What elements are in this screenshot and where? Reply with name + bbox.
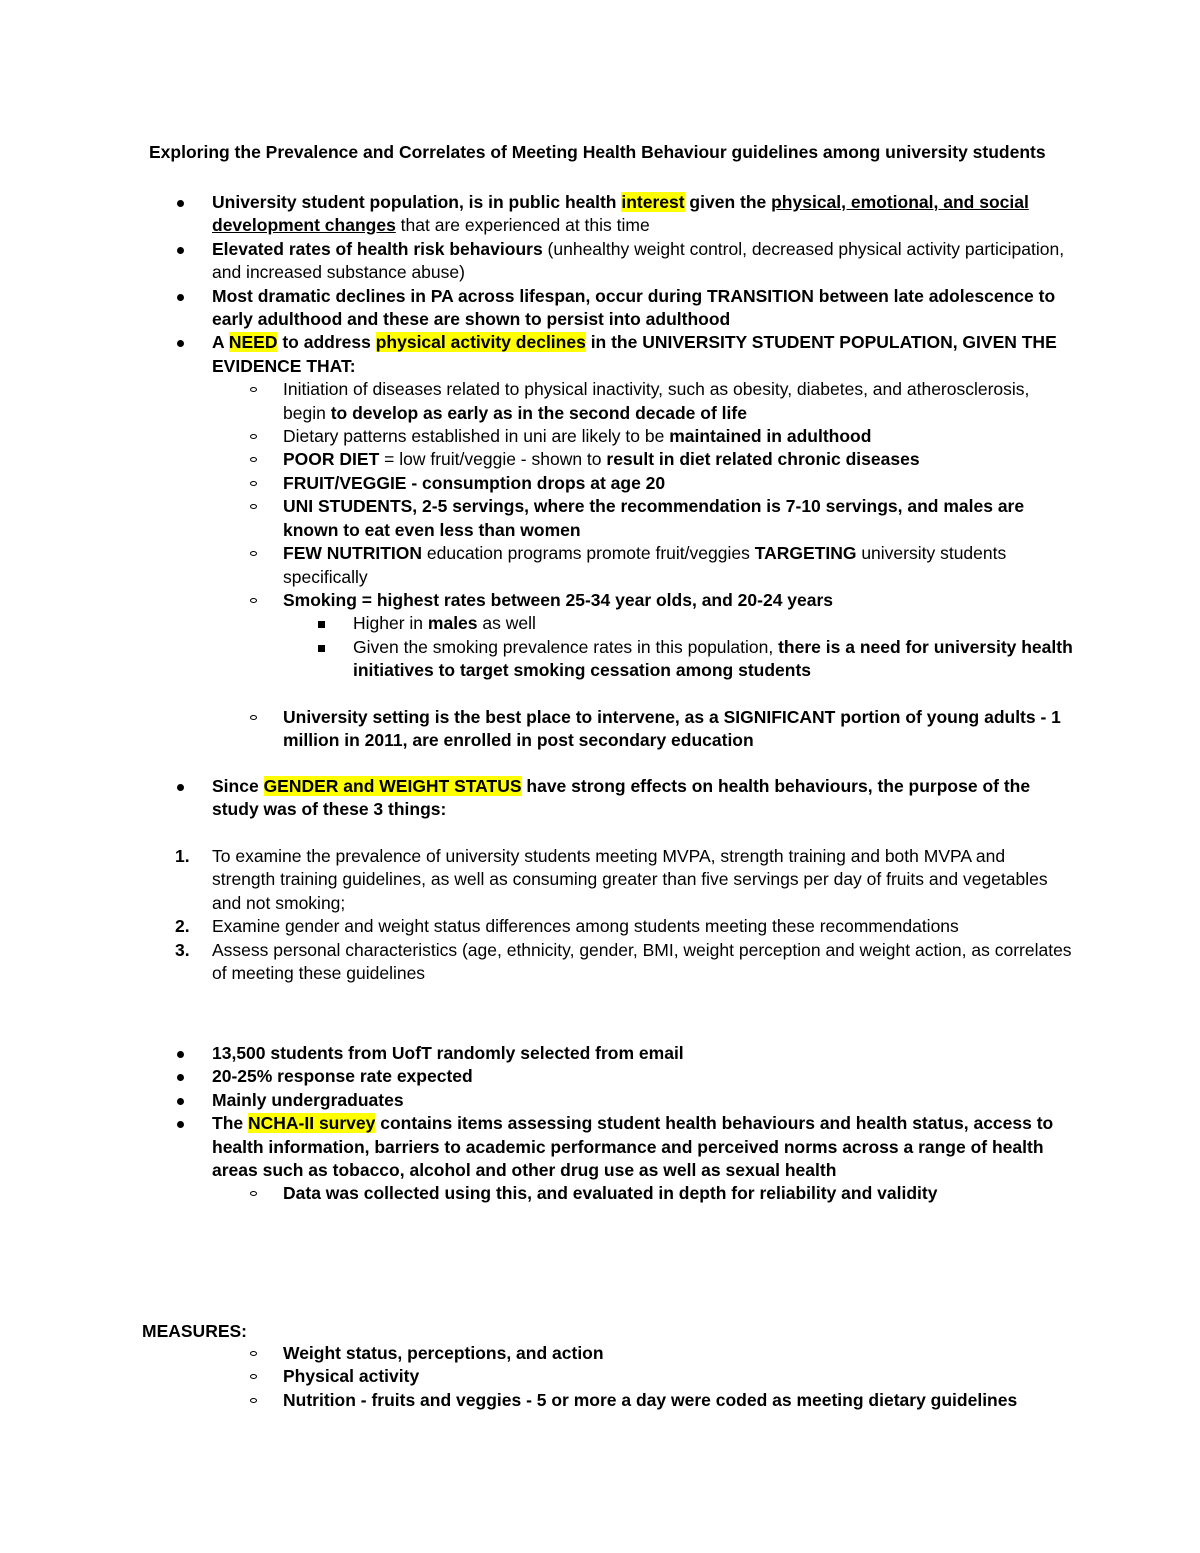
bullet-text: University setting is the best place to intervene, as a SIGNIFICANT portion of young adults - 1 million in 2011, are enrolled in post secondary education bbox=[283, 706, 1061, 750]
list-item bbox=[0, 191, 1200, 238]
sub-bullet-icon bbox=[250, 551, 257, 556]
bullet-text: TARGETING bbox=[754, 543, 857, 564]
item-number: 2. bbox=[175, 916, 190, 937]
bullet-text: Elevated rates of health risk behaviours bbox=[212, 238, 543, 259]
numbered-item bbox=[0, 939, 1200, 986]
purpose-list bbox=[0, 775, 1200, 822]
bullet-icon bbox=[177, 247, 184, 254]
bullet-text: in the UNIVERSITY STUDENT POPULATION, GIVEN THE EVIDENCE THAT: bbox=[212, 332, 1057, 376]
list-item bbox=[0, 542, 1200, 589]
bullet-text: Nutrition - fruits and veggies - 5 or more a day were coded as meeting dietary guidelines bbox=[283, 1389, 1018, 1410]
list-item bbox=[0, 472, 1200, 495]
sub-bullet-icon bbox=[250, 1191, 257, 1196]
bullet-text: Initiation of diseases related to physical inactivity, such as obesity, diabetes, and atherosclerosis, begin bbox=[283, 379, 1030, 423]
list-item bbox=[0, 378, 1200, 425]
bullet-text: education programs promote fruit/veggies bbox=[422, 543, 755, 564]
list-item bbox=[0, 1065, 1200, 1088]
bullet-text: have strong effects on health behaviours, the purpose of the study was of these 3 things: bbox=[212, 776, 1031, 820]
bullet-text: Weight status, perceptions, and action bbox=[283, 1343, 604, 1363]
bullet-text: 13,500 students from UofT randomly selected from email bbox=[212, 1043, 684, 1063]
bullet-text: Since bbox=[212, 776, 264, 796]
bullet-text: 20-25% response rate expected bbox=[212, 1066, 473, 1087]
list-item bbox=[0, 1089, 1200, 1112]
list-item bbox=[0, 425, 1200, 448]
list-item bbox=[0, 1389, 1200, 1412]
bullet-icon bbox=[177, 294, 184, 301]
bullet-text: university students specifically bbox=[283, 543, 1007, 587]
bullet-icon bbox=[177, 1074, 184, 1081]
bullet-text: POOR DIET bbox=[283, 449, 380, 470]
bullet-text: to address bbox=[277, 332, 376, 353]
bullet-text: Smoking = highest rates between 25-34 year olds, and 20-24 years bbox=[283, 589, 834, 610]
list-item bbox=[0, 1342, 1200, 1365]
bullet-icon bbox=[177, 1098, 184, 1105]
bullet-text: FEW NUTRITION bbox=[283, 543, 423, 564]
item-text: Examine gender and weight status differences among students meeting these recommendations bbox=[212, 916, 959, 937]
sub-bullet-icon bbox=[250, 504, 257, 509]
square-bullet-icon bbox=[318, 621, 325, 628]
item-text: Assess personal characteristics (age, ethnicity, gender, BMI, weight perception and weight action, as correlates of meeting these guidelines bbox=[212, 939, 1072, 984]
list-item bbox=[0, 1182, 1200, 1205]
bullet-text: given the bbox=[684, 192, 772, 212]
bullet-text: Given the smoking prevalence rates in this population, bbox=[353, 636, 779, 657]
bullet-text: FRUIT/VEGGIE - consumption drops at age 20 bbox=[283, 472, 666, 493]
numbered-item bbox=[0, 915, 1200, 938]
bullet-icon bbox=[177, 1051, 184, 1058]
sub-bullet-icon bbox=[250, 1374, 257, 1379]
bullet-text: Data was collected using this, and evaluated in depth for reliability and validity bbox=[283, 1183, 938, 1204]
bullet-text: contains items assessing student health behaviours and health status, access to health information, barriers to academic performance and perceived norms across a range of health areas such as tobacco, alcohol and other drug use as well as sexual health bbox=[212, 1113, 1054, 1181]
list-item bbox=[0, 1365, 1200, 1388]
item-text: To examine the prevalence of university students meeting MVPA, strength training and both MVPA and strength training guidelines, as well as consuming greater than five servings per day of fruits and vegetables and not smoking; bbox=[212, 846, 1048, 913]
highlighted-text: GENDER and WEIGHT STATUS bbox=[263, 776, 522, 796]
bullet-text: as well bbox=[477, 613, 536, 634]
sub-bullet-icon bbox=[250, 481, 257, 486]
bullet-text: Higher in bbox=[353, 613, 428, 634]
bullet-text: UNI STUDENTS, 2-5 servings, where the recommendation is 7-10 servings, and males are known to eat even less than women bbox=[283, 496, 1025, 540]
bullet-text: result in diet related chronic diseases bbox=[606, 449, 920, 470]
document-title: Exploring the Prevalence and Correlates of Meeting Health Behaviour guidelines among university students bbox=[149, 142, 1046, 162]
bullet-text: (unhealthy weight control, decreased physical activity participation, and increased substance abuse) bbox=[212, 238, 1065, 283]
bullet-text: there is a need for university health initiatives to target smoking cessation among students bbox=[353, 636, 1073, 681]
highlighted-text: NEED bbox=[228, 332, 278, 353]
methods-list bbox=[0, 1042, 1200, 1206]
list-item bbox=[0, 1042, 1200, 1065]
list-item bbox=[0, 636, 1200, 683]
bullet-text: Dietary patterns established in uni are likely to be bbox=[283, 426, 670, 447]
bullet-text: that are experienced at this time bbox=[395, 215, 650, 236]
list-item bbox=[0, 331, 1200, 378]
item-number: 3. bbox=[175, 939, 190, 960]
highlighted-text: NCHA-II survey bbox=[247, 1113, 376, 1134]
bullet-text: Mainly undergraduates bbox=[212, 1089, 404, 1110]
bullet-text: = low fruit/veggie - shown to bbox=[379, 449, 607, 470]
sub-bullet-icon bbox=[250, 457, 257, 462]
bullet-text: males bbox=[427, 613, 478, 634]
list-item bbox=[0, 448, 1200, 471]
bullet-text: Most dramatic declines in PA across lifespan, occur during TRANSITION between late adolescence to early adulthood and these are shown to persist into adulthood bbox=[212, 285, 1056, 330]
list-item bbox=[0, 495, 1200, 542]
bullet-text: A bbox=[212, 332, 229, 353]
intro-list bbox=[0, 191, 1200, 752]
measures-list bbox=[0, 1342, 1200, 1412]
bullet-icon bbox=[177, 1121, 184, 1128]
measures-heading: MEASURES: bbox=[142, 1321, 248, 1341]
list-item bbox=[0, 1112, 1200, 1182]
bullet-text: Physical activity bbox=[283, 1366, 420, 1387]
list-item bbox=[0, 775, 1200, 822]
highlighted-text: physical activity declines bbox=[375, 332, 586, 353]
sub-bullet-icon bbox=[250, 1398, 257, 1403]
underlined-text: physical, emotional, and social development changes bbox=[212, 192, 1029, 236]
bullet-text: The bbox=[212, 1113, 248, 1134]
item-number: 1. bbox=[175, 846, 190, 866]
bullet-text: maintained in adulthood bbox=[669, 426, 872, 447]
bullet-icon bbox=[177, 340, 184, 347]
list-item bbox=[0, 706, 1200, 753]
sub-bullet-icon bbox=[250, 1351, 257, 1356]
list-item bbox=[0, 285, 1200, 332]
bullet-text: to develop as early as in the second decade of life bbox=[330, 402, 747, 423]
highlighted-text: interest bbox=[621, 192, 685, 212]
list-item bbox=[0, 238, 1200, 285]
sub-bullet-icon bbox=[250, 434, 257, 439]
numbered-item bbox=[0, 845, 1200, 915]
bullet-icon bbox=[177, 784, 184, 791]
bullet-text: University student population, is in public health bbox=[212, 192, 622, 212]
bullet-icon bbox=[177, 200, 184, 207]
sub-bullet-icon bbox=[250, 598, 257, 603]
sub-bullet-icon bbox=[250, 715, 257, 720]
square-bullet-icon bbox=[318, 645, 325, 652]
sub-bullet-icon bbox=[250, 387, 257, 392]
list-item bbox=[0, 612, 1200, 635]
aims-list bbox=[0, 845, 1200, 985]
list-item bbox=[0, 589, 1200, 612]
